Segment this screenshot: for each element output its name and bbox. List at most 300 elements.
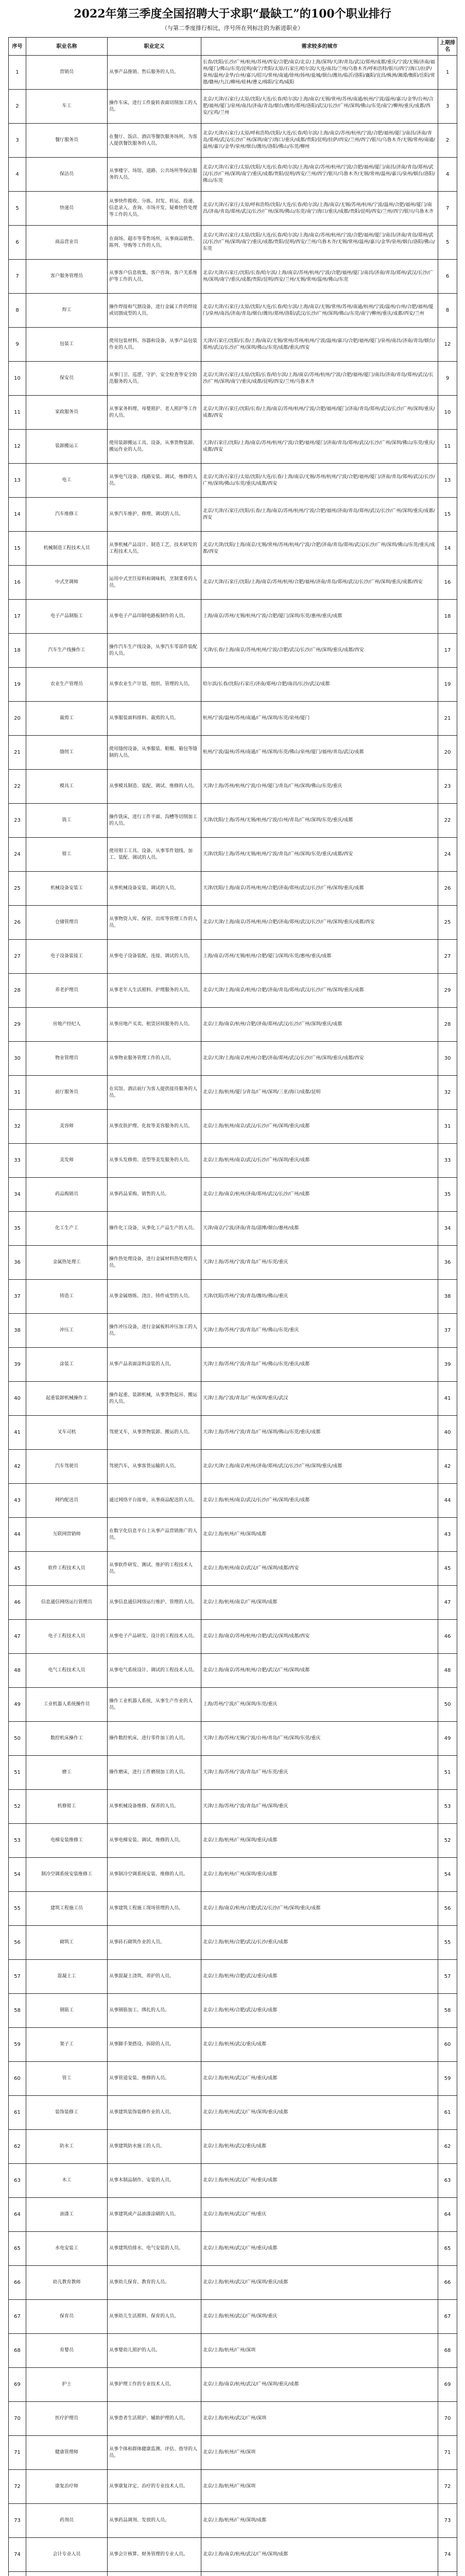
table-row <box>9 1348 457 1382</box>
cell-cities: 北京/天津/石家庄/太原/沈阳/大连/长春/哈尔滨/上海/南京/苏州/杭州/宁波/合肥/福州/厦门/南昌/济南/青岛/郑州/武汉/长沙/广州/深圳/南宁/重庆/成都/贵阳/昆明/西安/兰州/乌鲁木齐/无锡/常州/温州/嘉兴/金华/泉州/烟台/洛阳/佛山/东莞 <box>201 226 438 260</box>
cell-no: 23 <box>9 804 26 838</box>
cell-occupation-name: 营销员 <box>26 56 108 90</box>
cell-definition: 从事电气系统设计、调试的工程技术人员。 <box>108 1654 201 1688</box>
cell-no: 60 <box>9 2062 26 2096</box>
cell-definition: 从事产品表面涂料涂装的人员。 <box>108 1348 201 1382</box>
cell-occupation-name: 车工 <box>26 90 108 124</box>
cell-cities: 哈尔滨/长春/沈阳/石家庄/济南/郑州/合肥/南昌/长沙/武汉/成都 <box>201 668 438 702</box>
table-row <box>9 90 457 124</box>
cell-no: 70 <box>9 2402 26 2436</box>
cell-no: 48 <box>9 1654 26 1688</box>
cell-prev-rank: 18 <box>438 600 457 634</box>
cell-cities: 北京/天津/上海/南京/杭州/合肥/济南/青岛/郑州/武汉/长沙/广州/深圳/重庆/成都 <box>201 974 438 1008</box>
cell-occupation-name: 电子产品制版工 <box>26 600 108 634</box>
cell-occupation-name: 机械设备安装工 <box>26 872 108 906</box>
cell-no: 5 <box>9 192 26 226</box>
cell-cities: 天津/上海/苏州/杭州/宁波/台州/厦门/青岛/广州/深圳/佛山/东莞/重庆 <box>201 770 438 804</box>
cell-occupation-name: 保育员 <box>26 2300 108 2334</box>
table-row <box>9 770 457 804</box>
cell-prev-rank: 23 <box>438 770 457 804</box>
cell-occupation-name: 汽车驾驶员 <box>26 1450 108 1484</box>
cell-definition: 从事电子设备装配、连接、调试的人员。 <box>108 940 201 974</box>
cell-definition: 从事电子产品研发、设计的工程技术人员。 <box>108 1620 201 1654</box>
cell-cities: 北京/上海/杭州/武汉/重庆/成都 <box>201 2028 438 2062</box>
cell-cities: 北京/上海/杭州/广州/深圳 <box>201 2470 438 2504</box>
cell-prev-rank <box>438 2572 457 2576</box>
table-row <box>9 736 457 770</box>
cell-cities: 北京/上海/南京/苏州/杭州/合肥/武汉/广州/深圳/成都 <box>201 1654 438 1688</box>
cell-prev-rank: 13 <box>438 464 457 498</box>
cell-prev-rank: 7 <box>438 192 457 226</box>
table-row <box>9 2300 457 2334</box>
cell-prev-rank: 37 <box>438 1314 457 1348</box>
cell-cities: 北京/上海/杭州/广州/深圳/重庆/成都 <box>201 1858 438 1892</box>
cell-occupation-name: 护士 <box>26 2368 108 2402</box>
cell-prev-rank: 20 <box>438 736 457 770</box>
cell-no: 9 <box>9 328 26 362</box>
cell-no: 40 <box>9 1382 26 1416</box>
cell-definition: 从事建筑防水施工的人员。 <box>108 2130 201 2164</box>
table-row <box>9 294 457 328</box>
cell-occupation-name: 电梯安装维修工 <box>26 1824 108 1858</box>
cell-occupation-name: 保洁员 <box>26 158 108 192</box>
cell-no: 57 <box>9 1960 26 1994</box>
table-row <box>9 362 457 396</box>
cell-prev-rank: 22 <box>438 804 457 838</box>
cell-cities: 北京/天津/上海/南京/杭州/合肥/济南/郑州/武汉/长沙/广州/深圳/重庆/成都/西安 <box>201 1042 438 1076</box>
cell-definition: 在数字化信息平台上从事产品营销推广的人员。 <box>108 1518 201 1552</box>
cell-cities: 天津/沈阳/上海/南京/苏州/杭州/合肥/济南/郑州/武汉/长沙/广州/深圳/重庆/成都 <box>201 872 438 906</box>
cell-no: 51 <box>9 1756 26 1790</box>
cell-no: 22 <box>9 770 26 804</box>
cell-prev-rank: 10 <box>438 396 457 430</box>
table-row <box>9 2232 457 2266</box>
cell-cities: 北京/天津/沈阳/上海/南京/无锡/常州/苏州/杭州/宁波/合肥/济南/青岛/郑州/武汉/长沙/广州/深圳/佛山/东莞/重庆/成都/西安 <box>201 532 438 566</box>
table-row <box>9 1382 457 1416</box>
cell-occupation-name: 木工 <box>26 2164 108 2198</box>
cell-cities: 天津/上海/苏州/宁波/青岛/广州/东莞/重庆 <box>201 1246 438 1280</box>
cell-occupation-name: 建筑工程施工员 <box>26 1892 108 1926</box>
cell-no: 53 <box>9 1824 26 1858</box>
cell-definition: 从事建筑工程施工现场管理的人员。 <box>108 1892 201 1926</box>
cell-cities: 北京/天津/石家庄/太原/沈阳/大连/长春/哈尔滨/上海/南京/无锡/常州/苏州/南通/杭州/宁波/温州/嘉兴/金华/台州/合肥/福州/厦门/泉州/南昌/济南/青岛/烟台/潍坊/郑州/洛阳/武汉/长沙/广州/深圳/佛山/东莞/南宁/柳州/重庆/成都/西安/宝鸡/兰州 <box>201 90 438 124</box>
cell-prev-rank: 59 <box>438 2062 457 2096</box>
cell-prev-rank: 68 <box>438 2334 457 2368</box>
cell-cities: 北京/上海/南京/苏州/杭州/合肥/武汉/深圳/成都/西安 <box>201 1620 438 1654</box>
table-row <box>9 940 457 974</box>
cell-cities: 北京/上海/杭州/广州/深圳/成都 <box>201 1518 438 1552</box>
cell-cities: 天津/上海/苏州/宁波/青岛/广州/佛山/东莞/重庆 <box>201 1314 438 1348</box>
cell-no: 10 <box>9 362 26 396</box>
cell-cities: 北京/天津/石家庄/沈阳/长春/上海/南京/苏州/杭州/宁波/合肥/福州/厦门/济南/青岛/郑州/武汉/长沙/广州/深圳/重庆/成都/西安 <box>201 396 438 430</box>
cell-prev-rank: 67 <box>438 2300 457 2334</box>
cell-no: 49 <box>9 1688 26 1722</box>
cell-occupation-name: 磨工 <box>26 1756 108 1790</box>
cell-no: 54 <box>9 1858 26 1892</box>
cell-prev-rank: 29 <box>438 974 457 1008</box>
cell-no: 42 <box>9 1450 26 1484</box>
cell-no: 25 <box>9 872 26 906</box>
table-row <box>9 1008 457 1042</box>
cell-prev-rank: 74 <box>438 2538 457 2572</box>
table-row <box>9 1552 457 1586</box>
cell-prev-rank: 72 <box>438 2470 457 2504</box>
table-row <box>9 124 457 158</box>
page-subtitle: （与第二季度排行相比，序号所在列标注的为新进职业） <box>162 25 303 31</box>
cell-occupation-name: 育婴员 <box>26 2334 108 2368</box>
cell-no: 13 <box>9 464 26 498</box>
cell-definition: 从事电梯安装、调试、维修的人员。 <box>108 1824 201 1858</box>
cell-definition: 从事汽车维护、修理、调试的人员。 <box>108 498 201 532</box>
table-row <box>9 566 457 600</box>
cell-occupation-name: 美容师 <box>26 1110 108 1144</box>
cell-definition: 操作铣床，进行工件平面、沟槽等切削加工的人员。 <box>108 804 201 838</box>
cell-no <box>9 2572 26 2576</box>
cell-occupation-name: 网约配送员 <box>26 1484 108 1518</box>
table-row <box>9 2266 457 2300</box>
table-row <box>9 974 457 1008</box>
cell-definition: 操作起重、装卸机械，从事货物起吊、搬运的人员。 <box>108 1382 201 1416</box>
cell-no: 36 <box>9 1246 26 1280</box>
cell-definition: 在商场、超市等零售场所，从事商品销售、陈列、导购等工作的人员。 <box>108 226 201 260</box>
cell-no: 55 <box>9 1892 26 1926</box>
cell-definition: 通过网络平台接单，从事商品配送的人员。 <box>108 1484 201 1518</box>
cell-no: 38 <box>9 1314 26 1348</box>
cell-no: 33 <box>9 1144 26 1178</box>
cell-no: 68 <box>9 2334 26 2368</box>
cell-no: 63 <box>9 2164 26 2198</box>
cell-occupation-name: 康复治疗师 <box>26 2470 108 2504</box>
header-cities: 需求较多的城市 <box>201 38 438 56</box>
cell-definition: 从事门卫、巡逻、守护、安全检查等安全防范服务的人员。 <box>108 362 201 396</box>
cell-definition: 从事木制品制作、安装的人员。 <box>108 2164 201 2198</box>
table-row <box>9 2198 457 2232</box>
cell-prev-rank: 46 <box>438 1620 457 1654</box>
cell-cities: 北京/上海/杭州/武汉/广州/重庆 <box>201 2198 438 2232</box>
cell-no: 71 <box>9 2436 26 2470</box>
cell-no: 61 <box>9 2096 26 2130</box>
cell-definition: 从事物资入库、保管、出库等管理工作的人员。 <box>108 906 201 940</box>
cell-occupation-name: 混凝土工 <box>26 1960 108 1994</box>
table-row <box>9 1790 457 1824</box>
cell-no: 30 <box>9 1042 26 1076</box>
table-row <box>9 158 457 192</box>
cell-prev-rank: 9 <box>438 362 457 396</box>
cell-definition: 从事婴幼儿照护的人员。 <box>108 2334 201 2368</box>
header-no: 序号 <box>9 38 26 56</box>
cell-definition: 操作磨床，进行工件磨削加工的人员。 <box>108 1756 201 1790</box>
cell-occupation-name: 商品营业员 <box>26 226 108 260</box>
cell-definition: 从事护理工作的专业技术人员。 <box>108 2368 201 2402</box>
cell-cities: 上海/南京/苏州/无锡/杭州/宁波/合肥/厦门/深圳/东莞/惠州/重庆/成都 <box>201 600 438 634</box>
cell-occupation-name: 药品购销员 <box>26 1178 108 1212</box>
cell-occupation-name: 仓储管理员 <box>26 906 108 940</box>
cell-cities: 天津/沈阳/上海/苏州/无锡/杭州/宁波/台州/青岛/广州/深圳/东莞/重庆/成都 <box>201 804 438 838</box>
cell-cities: 北京/上海/杭州/厦门/青岛/广州/深圳/三亚/海口/成都/昆明 <box>201 1076 438 1110</box>
header-definition: 职业定义 <box>108 38 201 56</box>
cell-prev-rank: 64 <box>438 2198 457 2232</box>
cell-prev-rank: 55 <box>438 1926 457 1960</box>
cell-definition: 从事患者生活照护、辅助护理的人员。 <box>108 2402 201 2436</box>
cell-no: 45 <box>9 1552 26 1586</box>
cell-no: 41 <box>9 1416 26 1450</box>
cell-prev-rank: 44 <box>438 1484 457 1518</box>
cell-definition: 从事农业生产计划、组织、管理的人员。 <box>108 668 201 702</box>
cell-prev-rank: 45 <box>438 1552 457 1586</box>
cell-occupation-name: 机械制造工程技术人员 <box>26 532 108 566</box>
cell-no: 3 <box>9 124 26 158</box>
cell-occupation-name: 起重装卸机械操作工 <box>26 1382 108 1416</box>
cell-definition: 在餐厅、饭店、酒店等餐饮服务场所，为客人提供餐饮服务的人员。 <box>108 124 201 158</box>
cell-occupation-name: 叉车司机 <box>26 1416 108 1450</box>
cell-no: 19 <box>9 668 26 702</box>
cell-prev-rank: 30 <box>438 1042 457 1076</box>
cell-cities: 北京/上海/杭州/合肥/武汉/长沙/重庆/成都 <box>201 1926 438 1960</box>
cell-cities: 北京/上海/杭州/武汉/广州/深圳/重庆 <box>201 2300 438 2334</box>
table-row <box>9 1824 457 1858</box>
cell-cities: 北京/天津/石家庄/沈阳/长春/上海/南京/苏州/杭州/宁波/合肥/福州/济南/青岛/郑州/武汉/长沙/广州/深圳/重庆/成都/西安 <box>201 498 438 532</box>
cell-definition: 操作化工设备，从事化工产品生产的人员。 <box>108 1212 201 1246</box>
table-row <box>9 260 457 294</box>
cell-no: 66 <box>9 2266 26 2300</box>
table-header-row <box>9 38 457 56</box>
cell-no: 32 <box>9 1110 26 1144</box>
cell-definition: 使用钳工工具、设备，从事零件划线、加工、装配、调试的人员。 <box>108 838 201 872</box>
cell-prev-rank: 16 <box>438 566 457 600</box>
cell-prev-rank: 17 <box>438 634 457 668</box>
cell-occupation-name: 裁剪工 <box>26 702 108 736</box>
table-row <box>9 2470 457 2504</box>
cell-occupation-name: 软件工程技术人员 <box>26 1552 108 1586</box>
cell-prev-rank: 42 <box>438 1450 457 1484</box>
cell-prev-rank: 27 <box>438 940 457 974</box>
cell-prev-rank: 43 <box>438 1518 457 1552</box>
page-title: 2022年第三季度全国招聘大于求职“最缺工”的100个职业排行 <box>74 7 391 21</box>
cell-prev-rank: 8 <box>438 294 457 328</box>
table-row <box>9 2130 457 2164</box>
table-row <box>9 1756 457 1790</box>
cell-definition: 使用装卸搬运工具、设备，从事货物装卸、搬运作业的人员。 <box>108 430 201 464</box>
cell-definition: 从事康复评定、治疗的专业技术人员。 <box>108 2470 201 2504</box>
cell-no: 65 <box>9 2232 26 2266</box>
cell-prev-rank: 36 <box>438 1246 457 1280</box>
table-row <box>9 430 457 464</box>
cell-no: 67 <box>9 2300 26 2334</box>
cell-occupation-name: 农业生产管理员 <box>26 668 108 702</box>
cell-prev-rank: 60 <box>438 2028 457 2062</box>
cell-no: 47 <box>9 1620 26 1654</box>
cell-no: 12 <box>9 430 26 464</box>
cell-prev-rank: 32 <box>438 1076 457 1110</box>
cell-cities: 北京/上海/杭州/合肥/武汉/重庆/成都 <box>201 1960 438 1994</box>
cell-occupation-name: 互联网营销师 <box>26 1518 108 1552</box>
cell-occupation-name: 健康管理师 <box>26 2436 108 2470</box>
cell-occupation-name: 铸造工 <box>26 1280 108 1314</box>
cell-occupation-name: 包装工 <box>26 328 108 362</box>
cell-no: 44 <box>9 1518 26 1552</box>
table-row <box>9 600 457 634</box>
cell-occupation-name: 机修钳工 <box>26 1790 108 1824</box>
table-row <box>9 2062 457 2096</box>
cell-occupation-name: 管工 <box>26 2062 108 2096</box>
cell-no: 27 <box>9 940 26 974</box>
cell-cities: 北京/天津/石家庄/太原/沈阳/大连/长春/哈尔滨/上海/南京/苏州/杭州/宁波/合肥/福州/厦门/南昌/济南/青岛/郑州/武汉/长沙/广州/深圳/南宁/重庆/成都/贵阳/昆明/西安/兰州/西宁/银川/乌鲁木齐/无锡/常州/温州/嘉兴/泉州/烟台/洛阳/佛山/东莞 <box>201 158 438 192</box>
cell-definition: 从事砖石砌筑作业的人员。 <box>108 1926 201 1960</box>
cell-cities: 北京/上海/杭州/南京/武汉/长沙/广州/深圳/重庆/成都 <box>201 1484 438 1518</box>
cell-prev-rank: 56 <box>438 1892 457 1926</box>
table-row <box>9 804 457 838</box>
cell-no: 29 <box>9 1008 26 1042</box>
cell-occupation-name: 钢筋工 <box>26 1994 108 2028</box>
cell-occupation-name: 幼儿教育教师 <box>26 2266 108 2300</box>
cell-occupation-name: 钳工 <box>26 838 108 872</box>
cell-definition: 从事电子产品印制电路板制作的人员。 <box>108 600 201 634</box>
cell-prev-rank: 35 <box>438 1178 457 1212</box>
cell-occupation-name: 涂装工 <box>26 1348 108 1382</box>
cell-occupation-name: 装饰装修工 <box>26 2096 108 2130</box>
cell-cities: 天津/长春/上海/南京/苏州/杭州/宁波/合肥/武汉/长沙/广州/深圳/重庆/成都/西安 <box>201 634 438 668</box>
cell-definition: 从事脚手架搭设、拆除的人员。 <box>108 2028 201 2062</box>
table-row <box>9 1314 457 1348</box>
cell-cities: 北京/天津/石家庄/沈阳/上海/南京/苏州/杭州/合肥/福州/济南/青岛/郑州/武汉/长沙/广州/深圳/重庆/成都/西安 <box>201 566 438 600</box>
table-row <box>9 2096 457 2130</box>
cell-cities: 北京/上海/南京/杭州/武汉/广州/深圳/重庆/成都 <box>201 2368 438 2402</box>
table-row <box>9 1450 457 1484</box>
cell-cities: 北京/上海/杭州/武汉/广州/重庆/成都 <box>201 2164 438 2198</box>
cell-prev-rank: 2 <box>438 124 457 158</box>
cell-occupation-name: 缝纫工 <box>26 736 108 770</box>
cell-occupation-name: 会计专业人员 <box>26 2538 108 2572</box>
cell-definition: 从事幼儿保育、教育的人员。 <box>108 2266 201 2300</box>
cell-definition: 从事头发修剪、造型等美发服务的人员。 <box>108 1144 201 1178</box>
cell-cities: 北京/上海/杭州/武汉/重庆/成都 <box>201 2130 438 2164</box>
cell-prev-rank: 52 <box>438 1824 457 1858</box>
table-row <box>9 1620 457 1654</box>
cell-occupation-name: 金属热处理工 <box>26 1246 108 1280</box>
table-row <box>9 1042 457 1076</box>
table-row <box>9 2572 457 2576</box>
cell-occupation-name: 快递员 <box>26 192 108 226</box>
cell-cities: 北京/天津/石家庄/太原/呼和浩特/沈阳/大连/长春/哈尔滨/上海/南京/无锡/苏州/杭州/宁波/温州/合肥/福州/厦门/南昌/济南/青岛/郑州/武汉/长沙/广州/深圳/佛山/东莞/南宁/海口/重庆/成都/贵阳/昆明/西安/兰州/西宁/银川/乌鲁木齐 <box>201 192 438 226</box>
cell-definition: 从事皮肤护理、化妆等美容服务的人员。 <box>108 1110 201 1144</box>
cell-occupation-name: 家政服务员 <box>26 396 108 430</box>
cell-definition: 从事建筑装饰装修作业的人员。 <box>108 2096 201 2130</box>
cell-cities: 天津/上海/苏州/宁波/青岛/广州/佛山/东莞/重庆/成都 <box>201 1348 438 1382</box>
cell-no: 59 <box>9 2028 26 2062</box>
cell-cities: 北京/天津/上海/南京/苏州/杭州/合肥/济南/郑州/武汉/长沙/广州/深圳/重庆/成都/西安 <box>201 906 438 940</box>
cell-cities: 北京/上海/杭州/南京/武汉/长沙/广州/深圳/重庆/成都 <box>201 1144 438 1178</box>
cell-occupation-name: 药剂员 <box>26 2504 108 2538</box>
cell-prev-rank: 49 <box>438 1722 457 1756</box>
cell-definition: 从事药品采购、销售的人员。 <box>108 1178 201 1212</box>
cell-definition: 操作车床，进行工件旋转表面切削加工的人员。 <box>108 90 201 124</box>
cell-cities: 北京/上海/南京/杭州/合肥/武汉/长沙/广州/深圳/重庆/成都 <box>201 1892 438 1926</box>
cell-definition: 操作冲压设备，进行金属板料冲压加工的人员。 <box>108 1314 201 1348</box>
cell-occupation-name: 汽车生产线操作工 <box>26 634 108 668</box>
cell-definition: 运用中式烹饪原料和调味料，烹制菜肴的人员。 <box>108 566 201 600</box>
cell-no: 18 <box>9 634 26 668</box>
cell-cities: 北京/上海/杭州/武汉/广州/深圳/重庆/成都 <box>201 2096 438 2130</box>
cell-cities: 北京/上海/杭州/南京/武汉/长沙/广州/深圳/重庆/成都 <box>201 1110 438 1144</box>
cell-no: 50 <box>9 1722 26 1756</box>
table-row <box>9 634 457 668</box>
cell-no: 74 <box>9 2538 26 2572</box>
table-row <box>9 2028 457 2062</box>
cell-occupation-name: 模具工 <box>26 770 108 804</box>
table-row <box>9 2334 457 2368</box>
header-prev-rank: 上期排名 <box>438 38 457 56</box>
cell-definition: 从事机械产品设计、制造工艺、技术研发的工程技术人员。 <box>108 532 201 566</box>
cell-no: 8 <box>9 294 26 328</box>
cell-prev-rank: 26 <box>438 872 457 906</box>
cell-prev-rank: 61 <box>438 2096 457 2130</box>
cell-cities: 天津/南京/宁波/济南/青岛/淄博/烟台/惠州/成都 <box>201 1212 438 1246</box>
cell-no: 7 <box>9 260 26 294</box>
table-row <box>9 2504 457 2538</box>
table-row <box>9 1586 457 1620</box>
table-row <box>9 1246 457 1280</box>
cell-cities: 北京/天津/石家庄/太原/沈阳/大连/长春/上海/南京/无锡/苏州/杭州/宁波/合肥/福州/厦门/济南/青岛/郑州/武汉/长沙/广州/深圳/佛山/东莞/重庆/成都/西安 <box>201 464 438 498</box>
cell-cities: 北京/上海/杭州/武汉/广州/重庆/成都 <box>201 2232 438 2266</box>
cell-cities: 天津/石家庄/沈阳/长春/上海/南京/无锡/常州/苏州/杭州/宁波/温州/嘉兴/合肥/福州/厦门/泉州/南昌/济南/青岛/烟台/郑州/武汉/长沙/广州/深圳/佛山/东莞/成都/重庆/西安 <box>201 328 438 362</box>
cell-occupation-name: 铣工 <box>26 804 108 838</box>
cell-definition: 操作工业机器人系统，从事生产作业的人员。 <box>108 1688 201 1722</box>
cell-occupation-name: 餐厅服务员 <box>26 124 108 158</box>
cell-no: 17 <box>9 600 26 634</box>
cell-prev-rank: 54 <box>438 1858 457 1892</box>
cell-cities: 北京/上海/杭州/南京/广州/深圳/成都 <box>201 1586 438 1620</box>
cell-definition: 从事老年人生活照料、护理服务的人员。 <box>108 974 201 1008</box>
cell-cities: 北京/天津/石家庄/沈阳/长春/哈尔滨/上海/南京/苏州/杭州/宁波/合肥/福州/厦门/南昌/济南/青岛/郑州/武汉/长沙/广州/深圳/南宁/重庆/成都/贵阳/昆明/西安/兰州/无锡/常州/温州/佛山/东莞 <box>201 260 438 294</box>
cell-definition: 从事金属熔炼、浇注、铸件成型的人员。 <box>108 1280 201 1314</box>
cell-no: 15 <box>9 532 26 566</box>
cell-prev-rank: 66 <box>438 2266 457 2300</box>
document-page <box>8 0 457 2576</box>
cell-prev-rank: 51 <box>438 1756 457 1790</box>
cell-no: 4 <box>9 158 26 192</box>
table-row <box>9 838 457 872</box>
cell-definition: 从事混凝土浇筑、养护的人员。 <box>108 1960 201 1994</box>
cell-no: 11 <box>9 396 26 430</box>
cell-prev-rank: 73 <box>438 2504 457 2538</box>
cell-no: 56 <box>9 1926 26 1960</box>
cell-cities: 北京/上海/杭州/武汉/广州/深圳/重庆/成都 <box>201 2266 438 2300</box>
cell-definition: 从事个体和群体健康监测、评估、指导的人员。 <box>108 2436 201 2470</box>
table-row <box>9 2164 457 2198</box>
cell-definition: 从事楼宇、场馆、道路、公共场所等保洁服务的人员。 <box>108 158 201 192</box>
cell-prev-rank: 19 <box>438 668 457 702</box>
cell-definition: 从事服装面料排料、裁剪的人员。 <box>108 702 201 736</box>
cell-definition: 操作数控机床，进行零件加工的人员。 <box>108 1722 201 1756</box>
cell-prev-rank: 14 <box>438 532 457 566</box>
cell-prev-rank: 11 <box>438 430 457 464</box>
cell-prev-rank: 47 <box>438 1586 457 1620</box>
cell-prev-rank: 4 <box>438 158 457 192</box>
cell-no: 31 <box>9 1076 26 1110</box>
cell-cities: 北京/上海/杭州/武汉/广州/深圳 <box>201 2402 438 2436</box>
cell-no: 52 <box>9 1790 26 1824</box>
cell-prev-rank: 12 <box>438 328 457 362</box>
cell-occupation-name: 前厅服务员 <box>26 1076 108 1110</box>
cell-cities: 北京/上海/杭州/广州/深圳/成都 <box>201 2504 438 2538</box>
table-row <box>9 1994 457 2028</box>
cell-occupation-name: 房地产经纪人 <box>26 1008 108 1042</box>
cell-definition: 使用包装材料、容器和设备，从事产品包装作业的人员。 <box>108 328 201 362</box>
table-row <box>9 396 457 430</box>
table-row <box>9 1926 457 1960</box>
cell-no: 2 <box>9 90 26 124</box>
cell-definition: 从事建筑或产品油漆涂刷的人员。 <box>108 2198 201 2232</box>
